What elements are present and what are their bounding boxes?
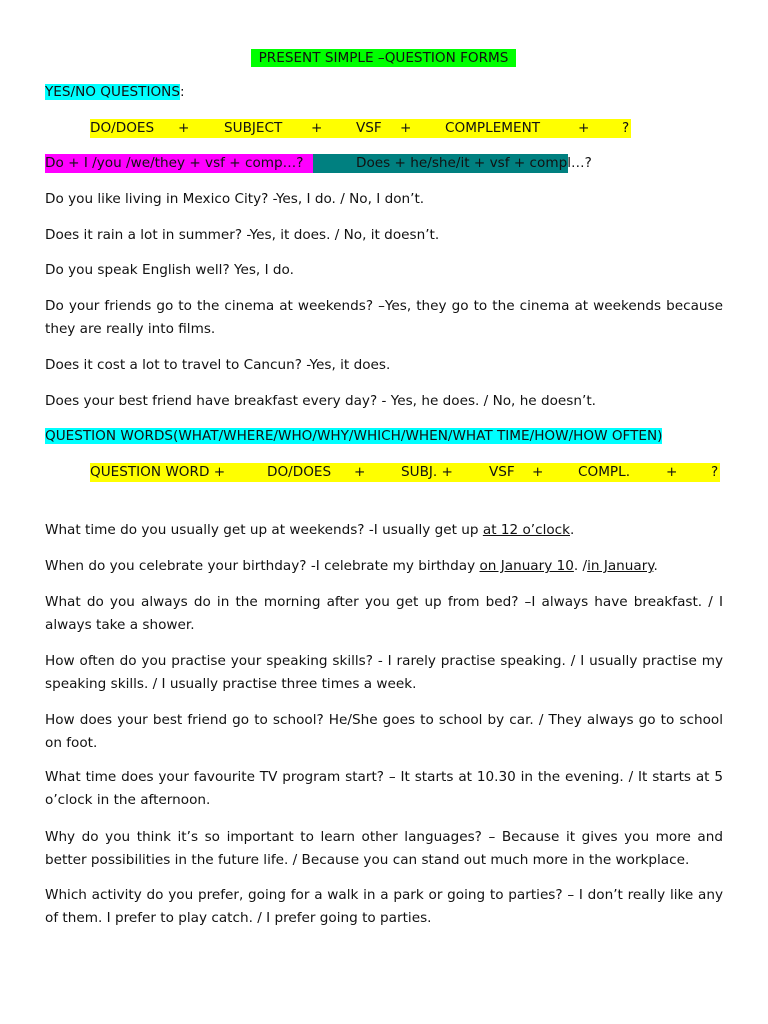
wh-example: [45, 522, 723, 538]
wh-heading-line: [45, 428, 723, 444]
yesno-example: Do you like living in Mexico City? -Yes, I do. / No, I don’t.: [45, 191, 425, 207]
formula-term: +: [666, 464, 678, 480]
example-text: When do you celebrate your birthday? -I celebrate my birthday: [45, 558, 480, 574]
pattern-singular-text: Does + he/she/it + vsf + compl…?: [356, 155, 592, 171]
formula-term: DO/DOES: [267, 464, 332, 480]
example-text: .: [653, 558, 658, 574]
yesno-example: Do you speak English well? Yes, I do.: [45, 262, 294, 278]
wh-example: How often do you practise your speaking skills? - I rarely practise speaking. / I usually practise my speaking skills. / I usually practise three times a week.: [45, 653, 723, 692]
wh-formula: [90, 463, 720, 482]
yesno-heading-line: [45, 84, 723, 100]
example-text: . /: [573, 558, 588, 574]
formula-term: VSF: [356, 120, 382, 136]
pattern-singular-subjects: [313, 154, 592, 173]
underlined-answer: on January 10: [479, 558, 574, 574]
formula-term: +: [532, 464, 544, 480]
underlined-answer: in January: [587, 558, 654, 574]
yesno-example: Does it cost a lot to travel to Cancun? -Yes, it does.: [45, 357, 391, 373]
formula-term: +: [178, 120, 190, 136]
example-text: .: [570, 522, 575, 538]
wh-example: [45, 558, 723, 574]
pattern-plural-subjects: Do + I /you /we/they + vsf + comp…?: [45, 154, 313, 173]
yesno-heading: YES/NO QUESTIONS: [45, 84, 180, 100]
yesno-formula: [90, 119, 631, 138]
formula-term: VSF: [489, 464, 515, 480]
formula-term: +: [400, 120, 412, 136]
example-text: What time do you usually get up at weekends? -I usually get up: [45, 522, 483, 538]
formula-term: ?: [622, 120, 630, 136]
formula-term: SUBJ. +: [401, 464, 453, 480]
yesno-example: Does your best friend have breakfast every day? - Yes, he does. / No, he doesn’t.: [45, 393, 596, 409]
wh-example: What time does your favourite TV program start? – It starts at 10.30 in the evening. / It starts at 5 o’clock in the afternoon.: [45, 769, 723, 808]
formula-term: QUESTION WORD +: [90, 464, 226, 480]
yesno-example: Do your friends go to the cinema at weekends? –Yes, they go to the cinema at weekends because they are really into films.: [45, 298, 723, 337]
yesno-example: Does it rain a lot in summer? -Yes, it does. / No, it doesn’t.: [45, 227, 440, 243]
formula-term: +: [354, 464, 366, 480]
formula-term: +: [578, 120, 590, 136]
formula-term: ?: [711, 464, 719, 480]
formula-term: +: [311, 120, 323, 136]
wh-example: What do you always do in the morning after you get up from bed? –I always have breakfast. / I always take a shower.: [45, 594, 723, 633]
wh-example: Why do you think it’s so important to learn other languages? – Because it gives you more and better possibilities in the future life. / Because you can stand out much more in the workplace.: [45, 829, 723, 868]
page-title: PRESENT SIMPLE –QUESTION FORMS: [251, 49, 516, 67]
formula-term: DO/DOES: [90, 120, 155, 136]
yesno-heading-colon: :: [179, 84, 185, 100]
formula-term: SUBJECT: [224, 120, 283, 136]
wh-example: Which activity do you prefer, going for a walk in a park or going to parties? – I don’t really like any of them. I prefer to play catch. / I prefer going to parties.: [45, 887, 723, 926]
wh-heading: QUESTION WORDS(WHAT/WHERE/WHO/WHY/WHICH/WHEN/WHAT TIME/HOW/HOW OFTEN): [45, 428, 663, 444]
wh-example: How does your best friend go to school? He/She goes to school by car. / They always go to school on foot.: [45, 712, 723, 751]
underlined-answer: at 12 o’clock: [482, 522, 571, 538]
formula-term: COMPLEMENT: [445, 120, 541, 136]
formula-term: COMPL.: [578, 464, 631, 480]
